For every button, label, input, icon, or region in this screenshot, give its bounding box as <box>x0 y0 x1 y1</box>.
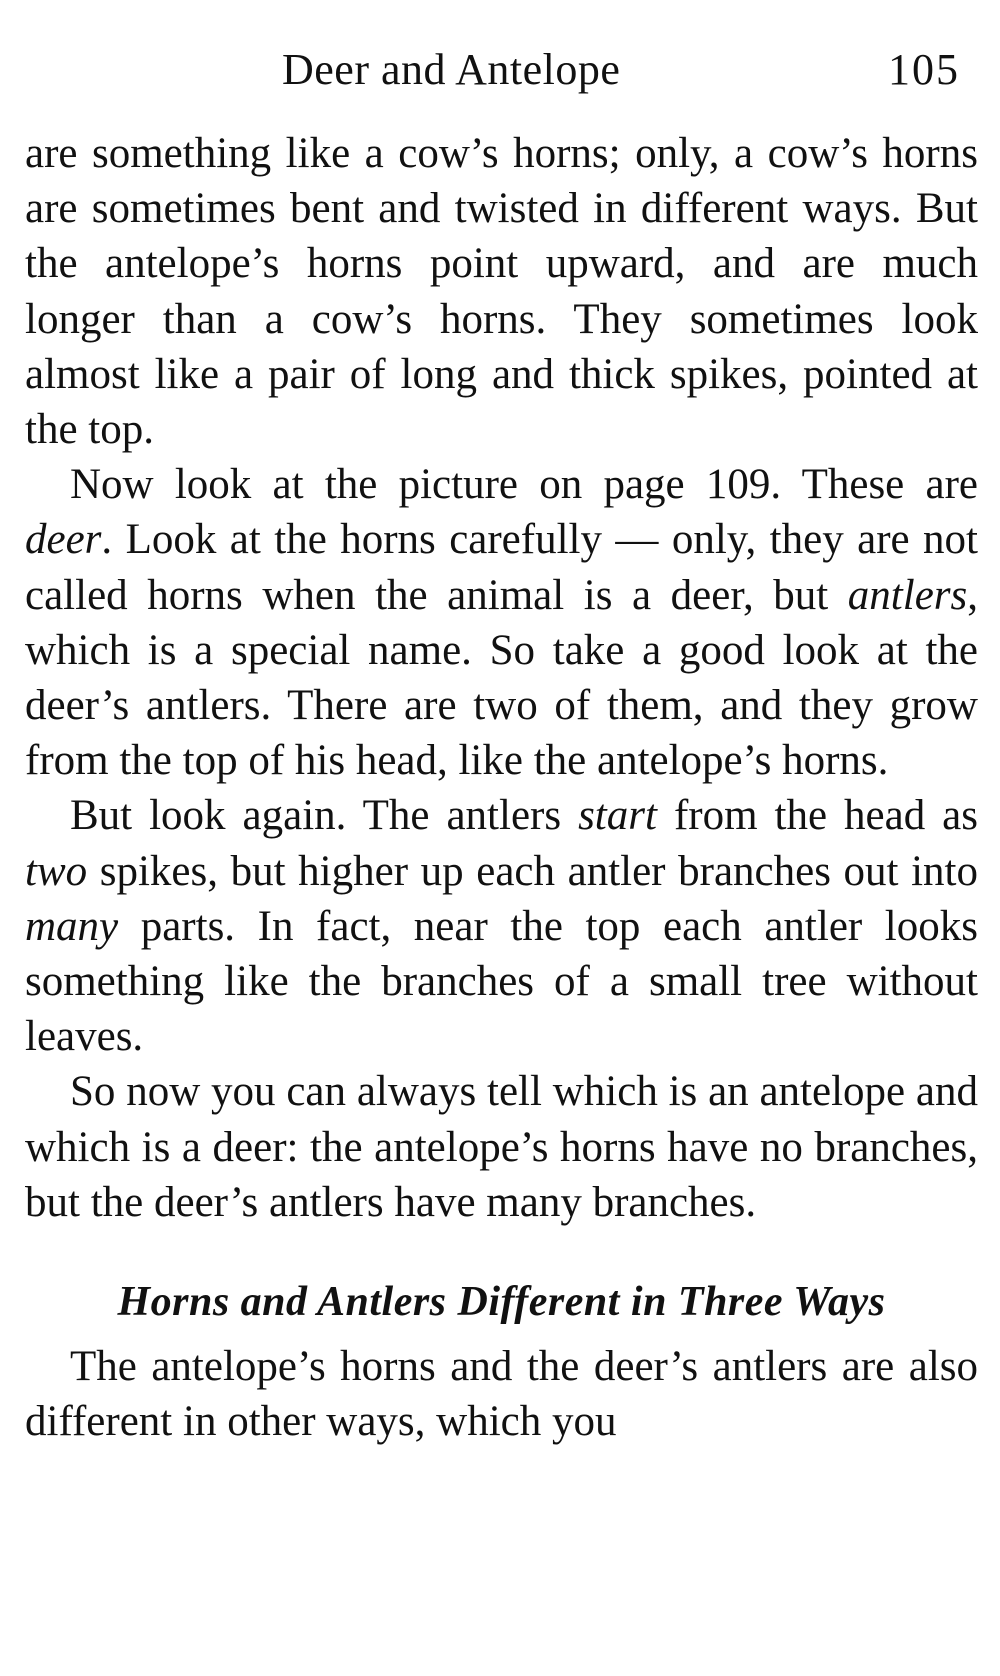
page-number: 105 <box>888 45 960 94</box>
italic-text: start <box>578 792 657 840</box>
body-text <box>25 126 978 1449</box>
text-run: Now look at the picture on page 109. These are <box>70 461 978 509</box>
page-header <box>0 40 1000 100</box>
text-run: But look again. The antlers <box>70 792 579 840</box>
paragraph-3 <box>25 788 978 1064</box>
italic-text: many <box>25 902 119 950</box>
paragraph-2 <box>25 457 978 788</box>
italic-text: antlers <box>847 571 968 619</box>
text-run: are something like a cow’s horns; only, a cow’s horns are sometimes bent and twisted in different ways. But the antelope’s horns point upward, and are much longer than a cow’s horns. They sometimes look almost like a pair of long and thick spikes, pointed at the top. <box>25 130 978 454</box>
paragraph-1 <box>25 126 978 457</box>
paragraph-5 <box>25 1339 978 1449</box>
paragraph-4 <box>25 1064 978 1230</box>
text-run: from the head as <box>656 792 979 840</box>
text-run: spikes, but higher up each antler branches out into <box>87 847 978 895</box>
text-run: . Look at the horns carefully — only, they are not called horns when the animal is a deer, but <box>25 516 978 619</box>
text-run: So now you can always tell which is an antelope and which is a deer: the antelope’s horns have no branches, but the deer’s antlers have many branches. <box>25 1068 978 1226</box>
text-run: , which is a special name. So take a good look at the deer’s antlers. There are two of them, and they grow from the top of his head, like the antelope’s horns. <box>25 571 978 785</box>
italic-text: two <box>25 847 88 895</box>
italic-text: deer <box>25 516 102 564</box>
text-run: The antelope’s horns and the deer’s antlers are also different in other ways, which you <box>25 1343 978 1446</box>
section-heading: Horns and Antlers Different in Three Ways <box>117 1279 886 1326</box>
text-run: parts. In fact, near the top each antler looks something like the branches of a small tree without leaves. <box>25 902 978 1061</box>
running-title: Deer and Antelope <box>282 45 621 94</box>
